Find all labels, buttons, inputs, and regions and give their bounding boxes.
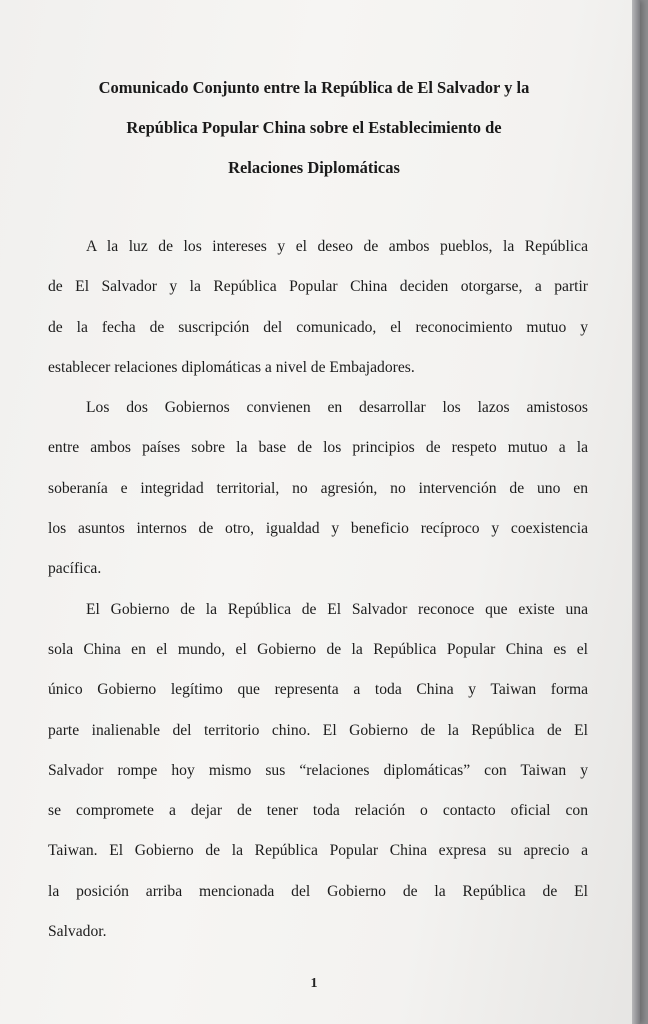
text-line: soberanía e integridad territorial, no agresión, no intervención de uno en — [48, 479, 588, 497]
title-line: República Popular China sobre el Establecimiento de — [126, 118, 502, 137]
text-line: parte inalienable del territorio chino. El Gobierno de la República de El — [48, 721, 588, 739]
paragraph-1 — [48, 227, 588, 388]
paragraph-3 — [48, 590, 588, 953]
text-line: Los dos Gobiernos convienen en desarrollar los lazos amistosos — [86, 399, 588, 417]
text-line: establecer relaciones diplomáticas a nivel de Embajadores. — [48, 358, 415, 376]
text-line: pacífica. — [48, 560, 102, 578]
text-line: sola China en el mundo, el Gobierno de la República Popular China es el — [48, 640, 588, 658]
text-line: Salvador rompe hoy mismo sus “relaciones diplomáticas” con Taiwan y — [48, 761, 588, 779]
text-line: A la luz de los intereses y el deseo de ambos pueblos, la República — [86, 238, 588, 255]
document-title — [0, 68, 628, 188]
text-line: los asuntos internos de otro, igualdad y beneficio recíproco y coexistencia — [48, 520, 588, 538]
text-line: Salvador. — [48, 923, 107, 941]
text-line: El Gobierno de la República de El Salvador reconoce que existe una — [86, 600, 588, 618]
text-line: Taiwan. El Gobierno de la República Popular China expresa su aprecio a — [48, 842, 588, 860]
page-number: 1 — [310, 976, 318, 991]
text-line: único Gobierno legítimo que representa a toda China y Taiwan forma — [48, 681, 588, 699]
text-line: de la fecha de suscripción del comunicado, el reconocimiento mutuo y — [48, 318, 588, 336]
page-edge — [632, 0, 640, 1024]
text-line: la posición arriba mencionada del Gobierno de la República de El — [48, 882, 588, 900]
title-line: Comunicado Conjunto entre la República de El Salvador y la — [98, 78, 530, 97]
text-line: entre ambos países sobre la base de los principios de respeto mutuo a la — [48, 439, 588, 457]
title-line: Relaciones Diplomáticas — [228, 158, 400, 177]
text-line: de El Salvador y la República Popular China deciden otorgarse, a partir — [48, 278, 588, 296]
text-line: se compromete a dejar de tener toda relación o contacto oficial con — [48, 802, 588, 820]
paragraph-2 — [48, 388, 588, 589]
document-body — [48, 227, 588, 952]
